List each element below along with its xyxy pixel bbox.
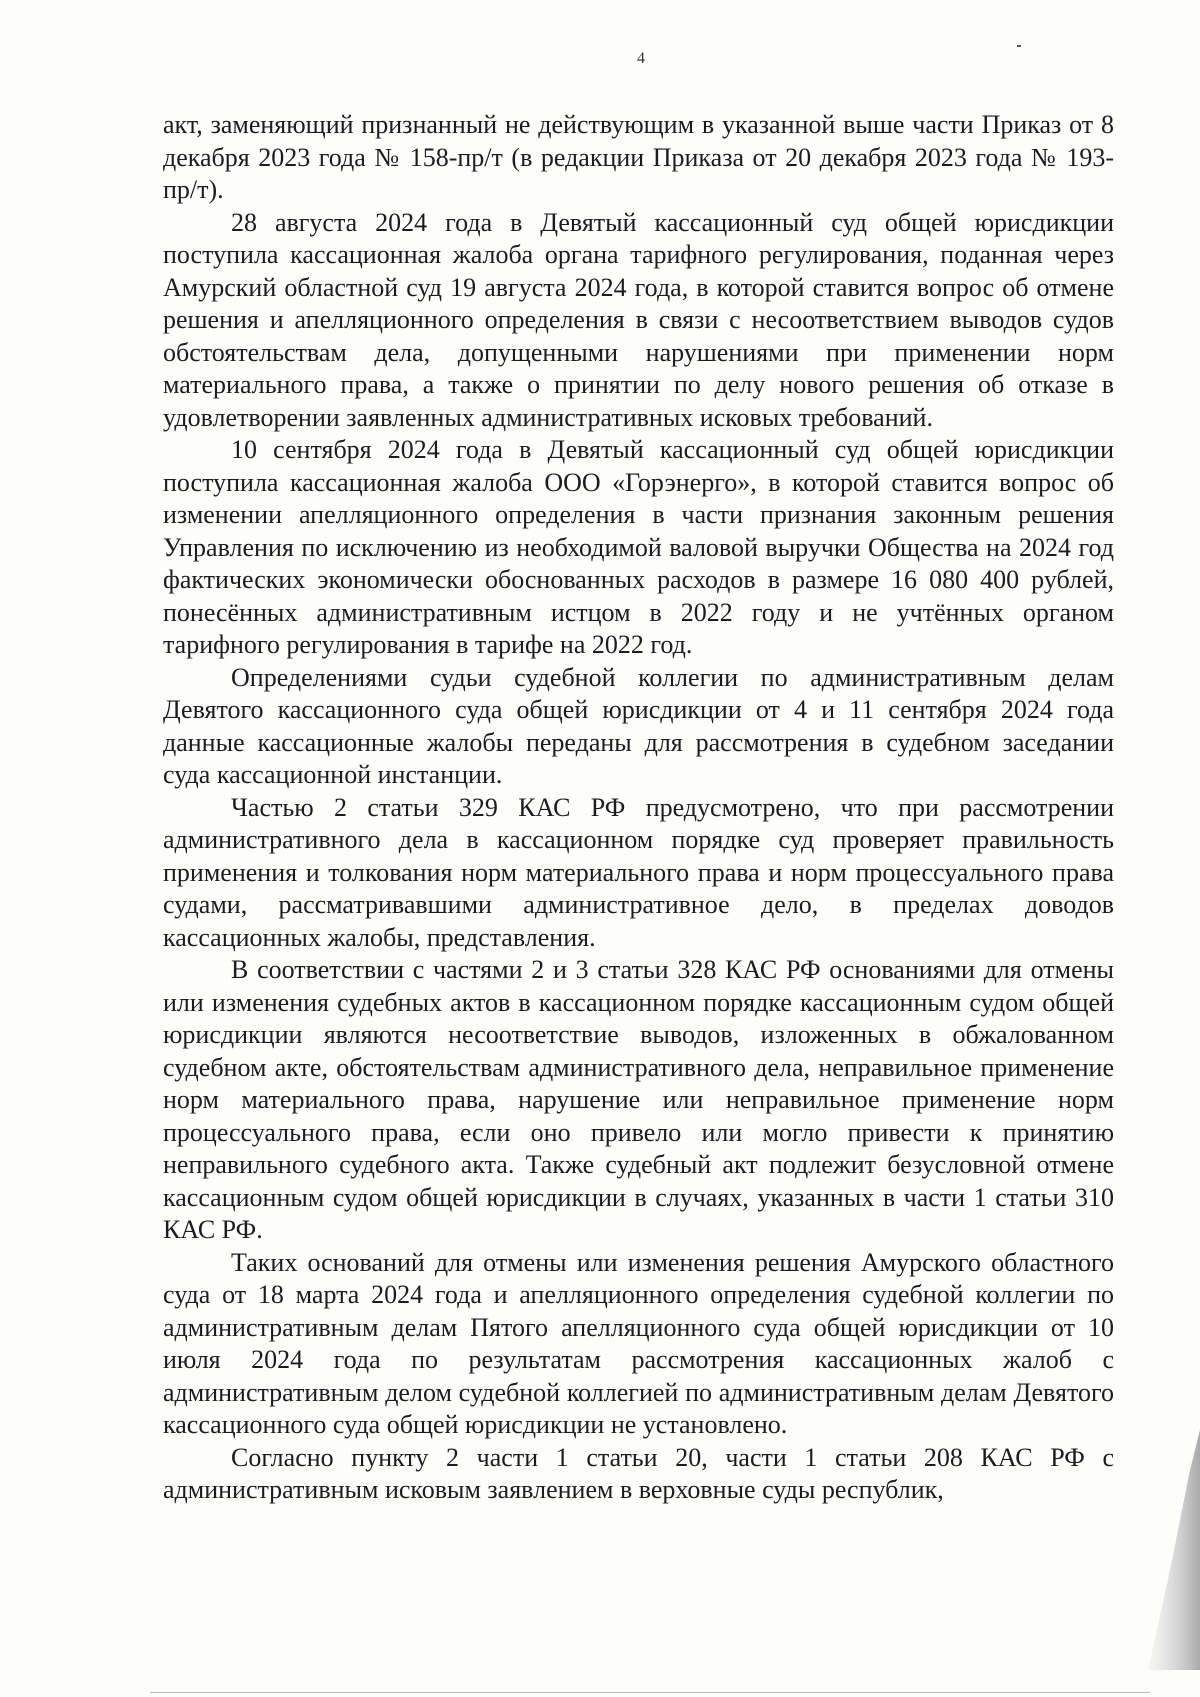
document-body (163, 109, 1114, 1507)
paragraph-article-329: Частью 2 статьи 329 КАС РФ предусмотрено, что при рассмотрении административного дела в кассационном порядке суд проверяет правильность применения и толкования норм материального права и норм процессуального права судами, рассматривавшими административное дело, в пределах доводов кассационных жалобы, представления. (163, 792, 1114, 952)
paragraph-article-328: В соответствии с частями 2 и 3 статьи 328 КАС РФ основаниями для отмены или изменения судебных актов в кассационном порядке кассационным судом общей юрисдикции являются несоответствие выводов, изложенных в обжалованном судебном акте, обстоятельствам административного дела, неправильное применение норм материального права, нарушение или неправильное применение норм процессуального права, если оно привело или могло привести к принятию неправильного судебного акта. Также судебный акт подлежит безусловной отмене кассационным судом общей юрисдикции в случаях, указанных в части 1 статьи 310 КАС РФ. (163, 955, 1114, 1244)
paragraph-continuation: акт, заменяющий признанный не действующим в указанной выше части Приказ от 8 декабря 2023 года № 158-пр/т (в редакции Приказа от 20 декабря 2023 года № 193-пр/т). (163, 110, 1114, 204)
page-number: 4 (637, 50, 645, 67)
paragraph-transfer-determinations: Определениями судьи судебной коллегии по административным делам Девятого кассационного суда общей юрисдикции от 4 и 11 сентября 2024 года данные кассационные жалобы переданы для рассмотрения в судебном заседании суда кассационной инстанции. (163, 662, 1114, 789)
paragraph-no-grounds: Таких оснований для отмены или изменения решения Амурского областного суда от 18 марта 2024 года и апелляционного определения судебной коллегии по административным делам Пятого апелляционного суда общей юрисдикции от 10 июля 2024 года по результатам рассмотрения кассационных жалоб с административным делом судебной коллегией по административным делам Девятого кассационного суда общей юрисдикции не установлено. (163, 1247, 1114, 1439)
scan-speck (1017, 45, 1021, 47)
paragraph-cassation-complaint-authority: 28 августа 2024 года в Девятый кассационный суд общей юрисдикции поступила кассационная жалоба органа тарифного регулирования, поданная через Амурский областной суд 19 августа 2024 года, в которой ставится вопрос об отмене решения и апелляционного определения в связи с несоответствием выводов судов обстоятельствам дела, допущенными нарушениями при применении норм материального права, а также о принятии по делу нового решения об отказе в удовлетворении заявленных административных исковых требований. (163, 207, 1114, 432)
scan-bottom-edge (150, 1692, 1150, 1693)
paragraph-article-20: Согласно пункту 2 части 1 статьи 20, части 1 статьи 208 КАС РФ с административным исковым заявлением в верховные суды республик, (163, 1442, 1114, 1504)
paragraph-cassation-complaint-gorenergo: 10 сентября 2024 года в Девятый кассационный суд общей юрисдикции поступила кассационная жалоба ООО «Горэнерго», в которой ставится вопрос об изменении апелляционного определения в части признания законным решения Управления по исключению из необходимой валовой выручки Общества на 2024 год фактических экономически обоснованных расходов в размере 16 080 400 рублей, понесённых административным истцом в 2022 году и не учтённых органом тарифного регулирования в тарифе на 2022 год. (163, 435, 1114, 659)
scan-edge-shadow (1140, 1430, 1200, 1670)
